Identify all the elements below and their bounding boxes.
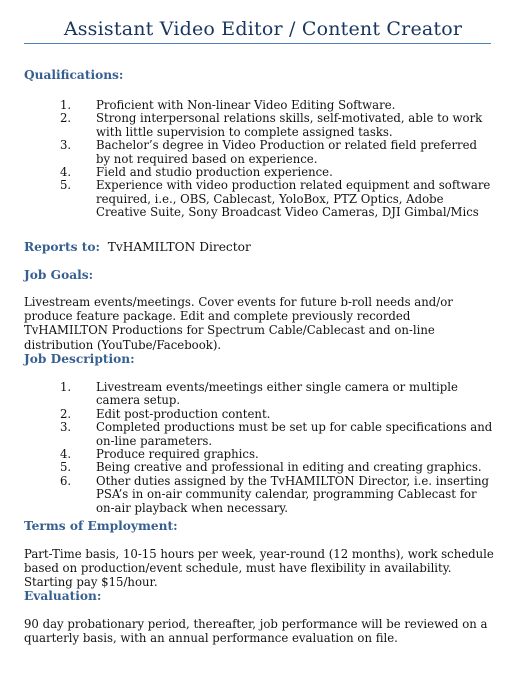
list-item-text: Being creative and professional in editing and creating graphics. — [96, 460, 482, 475]
list-item — [24, 139, 494, 166]
list-item — [24, 448, 494, 461]
list-item — [24, 99, 494, 112]
document-title: Assistant Video Editor / Content Creator — [63, 18, 463, 40]
list-item — [24, 166, 494, 179]
list-item-text: Completed productions must be set up for cable specifications and on-line parameters. — [96, 420, 493, 448]
evaluation-heading: Evaluation: — [24, 589, 102, 603]
evaluation-text: 90 day probationary period, thereafter, job performance will be reviewed on a quarterly basis, with an annual performance evaluation on file. — [24, 617, 488, 646]
list-item-text: Edit post-production content. — [96, 406, 271, 421]
qualifications-heading: Qualifications: — [24, 68, 124, 82]
job-description-list — [24, 381, 494, 515]
list-item — [24, 381, 494, 408]
terms-heading: Terms of Employment: — [24, 519, 178, 533]
qualifications-list — [24, 99, 494, 220]
list-item-text: Livestream events/meetings either single camera or multiple camera setup. — [96, 380, 458, 408]
reports-to-line — [24, 240, 494, 254]
list-item-text: Strong interpersonal relations skills, self-motivated, able to work with little supervision to complete assigned tasks. — [96, 111, 483, 139]
list-item — [24, 179, 494, 219]
list-item — [24, 421, 494, 448]
list-number: 4. — [60, 447, 72, 462]
list-item-text: Experience with video production related equipment and software required, i.e., OBS, Cablecast, YoloBox, PTZ Optics, Adobe Creative Suite, Sony Broadcast Video Cameras, DJI Gimbal/Mics — [96, 178, 491, 220]
list-item — [24, 112, 494, 139]
reports-to-label: Reports to: — [24, 240, 100, 254]
title-underline — [24, 43, 491, 44]
list-number: 5. — [60, 178, 72, 193]
list-number: 6. — [60, 473, 72, 488]
list-item-text: Other duties assigned by the TvHAMILTON Director, i.e. inserting PSA’s in on-air community calendar, programming Cablecast for on-air playback when necessary. — [96, 473, 489, 515]
list-number: 5. — [60, 460, 72, 475]
terms-text: Part-Time basis, 10-15 hours per week, year-round (12 months), work schedule based on production/event schedule, must have flexibility in availability. Starting pay $15/hour. — [24, 547, 494, 590]
list-number: 3. — [60, 420, 72, 435]
list-number: 3. — [60, 138, 72, 153]
list-item-text: Field and studio production experience. — [96, 165, 333, 180]
list-item — [24, 461, 494, 474]
job-goals-text: Livestream events/meetings. Cover events for future b-roll needs and/or produce feature package. Edit and complete previously recorded TvHAMILTON Productions for Spectrum Cable/Cablecast and on-line distribution (YouTube/Facebook). — [24, 295, 453, 352]
list-item — [24, 408, 494, 421]
reports-to-value: TvHAMILTON Director — [107, 240, 251, 254]
list-number: 1. — [60, 380, 72, 394]
list-number: 2. — [60, 111, 72, 126]
list-number: 1. — [60, 98, 72, 112]
list-number: 4. — [60, 165, 72, 180]
job-goals-heading: Job Goals: — [24, 268, 94, 282]
list-item-text: Produce required graphics. — [96, 447, 259, 462]
list-item-text: Bachelor’s degree in Video Production or related field preferred by not required based on experience. — [96, 138, 478, 166]
job-description-heading: Job Description: — [24, 352, 135, 366]
list-item-text: Proficient with Non-linear Video Editing Software. — [96, 98, 396, 112]
list-number: 2. — [60, 406, 72, 421]
list-item — [24, 475, 494, 515]
